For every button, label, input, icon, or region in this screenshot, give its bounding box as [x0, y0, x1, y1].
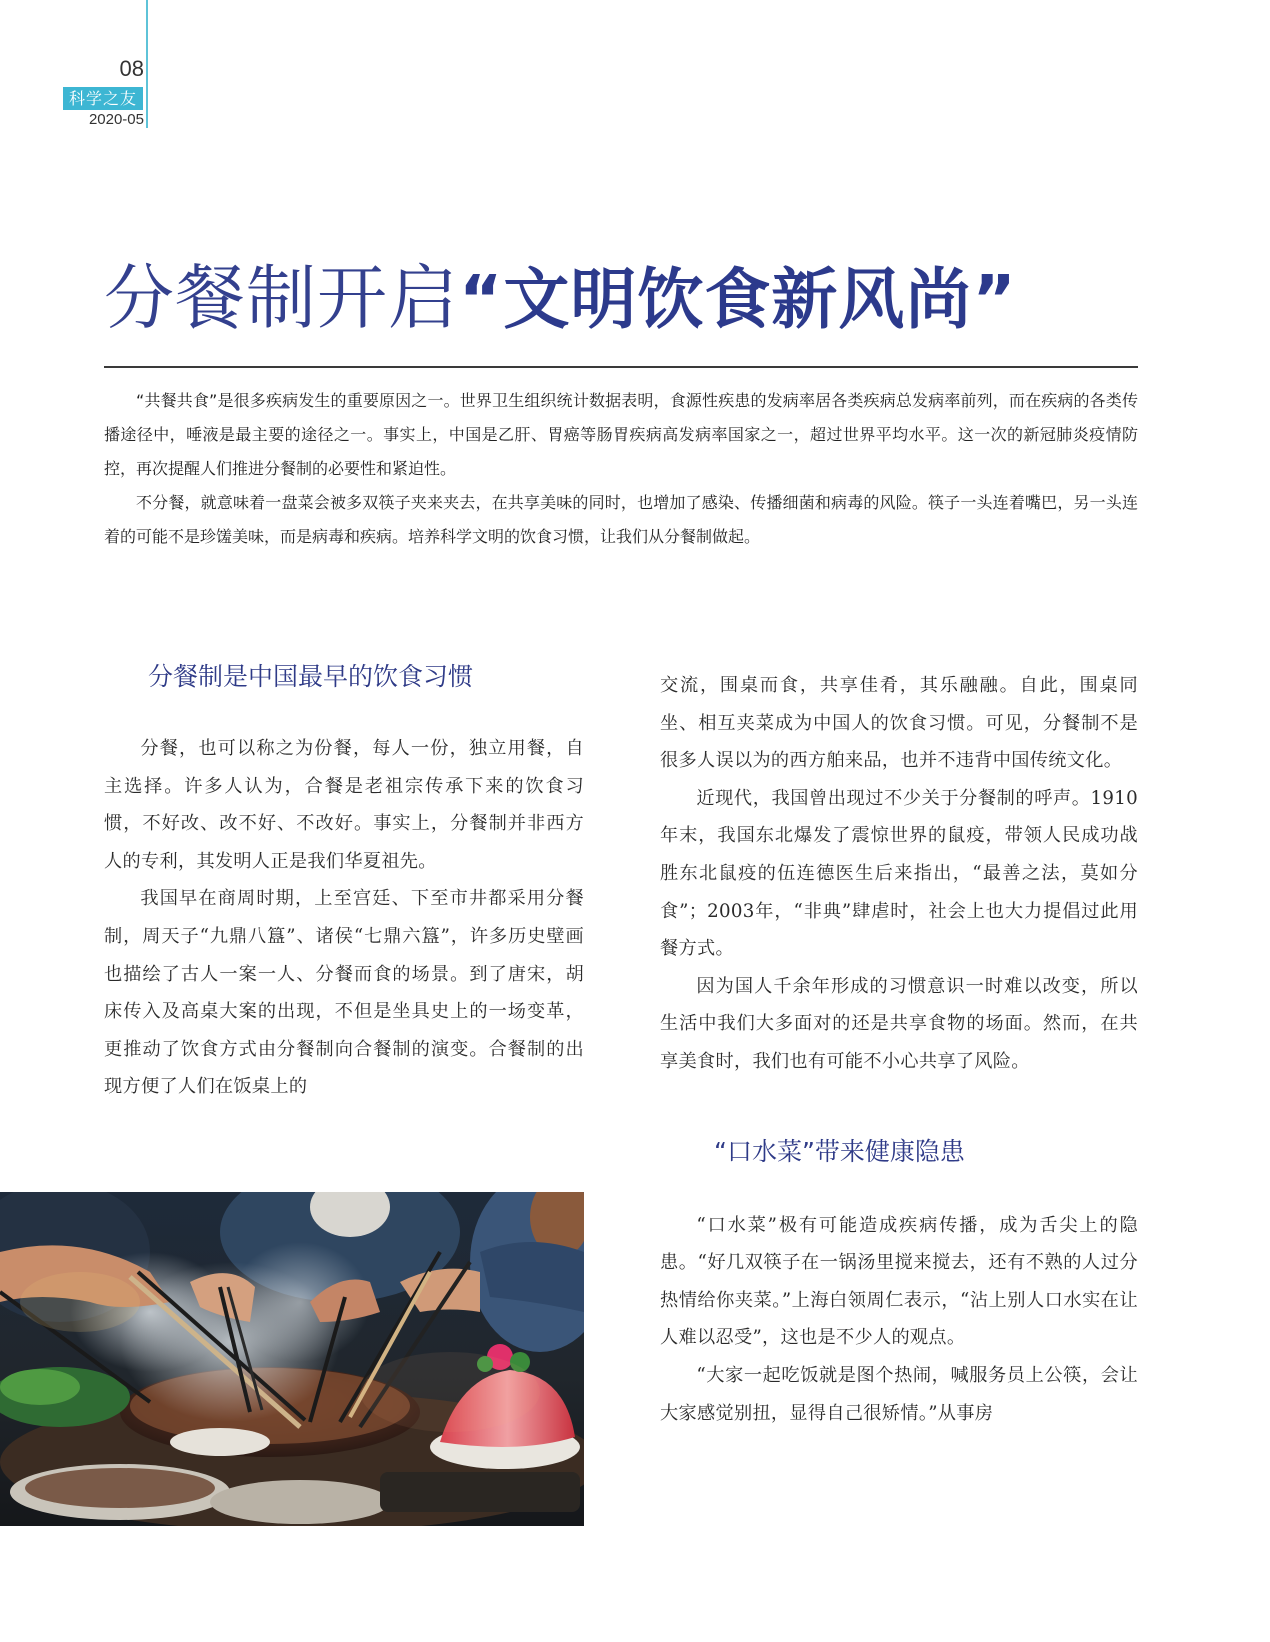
- page-number: 08: [119, 56, 144, 81]
- intro-paragraph: “共餐共食”是很多疾病发生的重要原因之一。世界卫生组织统计数据表明，食源性疾患的发病率居各类疾病总发病率前列，而在疾病的各类传播途径中，唾液是最主要的途径之一。事实上，中国是乙肝、胃癌等肠胃疾病高发病率国家之一，超过世界平均水平。这一次的新冠肺炎疫情防控，再次提醒人们推进分餐制的必要性和紧迫性。: [104, 391, 1138, 478]
- issue-date: 2020-05: [88, 111, 144, 128]
- section-heading: “口水菜”带来健康隐患: [714, 1136, 965, 1166]
- title-bold-part: “文明饮食新风尚”: [459, 261, 1017, 338]
- article-intro: [104, 384, 1138, 554]
- body-paragraph: 分餐，也可以称之为份餐，每人一份，独立用餐，自主选择。许多人认为，合餐是老祖宗传承下来的饮食习惯，不好改、改不好、不改好。事实上，分餐制并非西方人的专利，其发明人正是我们华夏祖先。: [104, 738, 584, 872]
- body-paragraph: “大家一起吃饭就是图个热闹，喊服务员上公筷，会让大家感觉别扭，显得自己很矫情。”从事房: [660, 1364, 1138, 1424]
- hotpot-photo: [0, 1192, 584, 1526]
- intro-paragraph: 不分餐，就意味着一盘菜会被多双筷子夹来夹去，在共享美味的同时，也增加了感染、传播细菌和病毒的风险。筷子一头连着嘴巴，另一头连着的可能不是珍馐美味，而是病毒和疾病。培养科学文明的饮食习惯，让我们从分餐制做起。: [104, 493, 1138, 546]
- body-paragraph: 近现代，我国曾出现过不少关于分餐制的呼声。1910年末，我国东北爆发了震惊世界的鼠疫，带领人民成功战胜东北鼠疫的伍连德医生后来指出，“最善之法，莫如分食”；2003年，“非典”肆虐时，社会上也大力提倡过此用餐方式。: [660, 787, 1138, 960]
- body-paragraph-continued: 交流，围桌而食，共享佳肴，其乐融融。自此，围桌同坐、相互夹菜成为中国人的饮食习惯。可见，分餐制不是很多人误以为的西方舶来品，也并不违背中国传统文化。: [660, 675, 1138, 772]
- body-paragraph: “口水菜”极有可能造成疾病传播，成为舌尖上的隐患。“好几双筷子在一锅汤里搅来搅去，还有不熟的人过分热情给你夹菜。”上海白领周仁表示，“沾上别人口水实在让人难以忍受”，这也是不少人的观点。: [660, 1214, 1138, 1349]
- left-column: [104, 660, 584, 1106]
- body-paragraph: 我国早在商周时期，上至宫廷、下至市井都采用分餐制，周天子“九鼎八簋”、诸侯“七鼎六簋”，许多历史壁画也描绘了古人一案一人、分餐而食的场景。到了唐宋，胡床传入及高桌大案的出现，不但是坐具史上的一场变革，更推动了饮食方式由分餐制向合餐制的演变。合餐制的出现方便了人们在饭桌上的: [104, 888, 584, 1098]
- article-title: [104, 256, 1144, 353]
- header-divider: [146, 0, 148, 128]
- right-column: [660, 667, 1138, 1432]
- title-divider: [104, 366, 1138, 368]
- body-paragraph: 因为国人千余年形成的习惯意识一时难以改变，所以生活中我们大多面对的还是共享食物的场面。然而，在共享美食时，我们也有可能不小心共享了风险。: [660, 975, 1138, 1072]
- title-light-part: 分餐制开启: [104, 257, 459, 339]
- section-heading: 分餐制是中国最早的饮食习惯: [148, 662, 474, 691]
- magazine-name-badge: 科学之友: [63, 87, 143, 110]
